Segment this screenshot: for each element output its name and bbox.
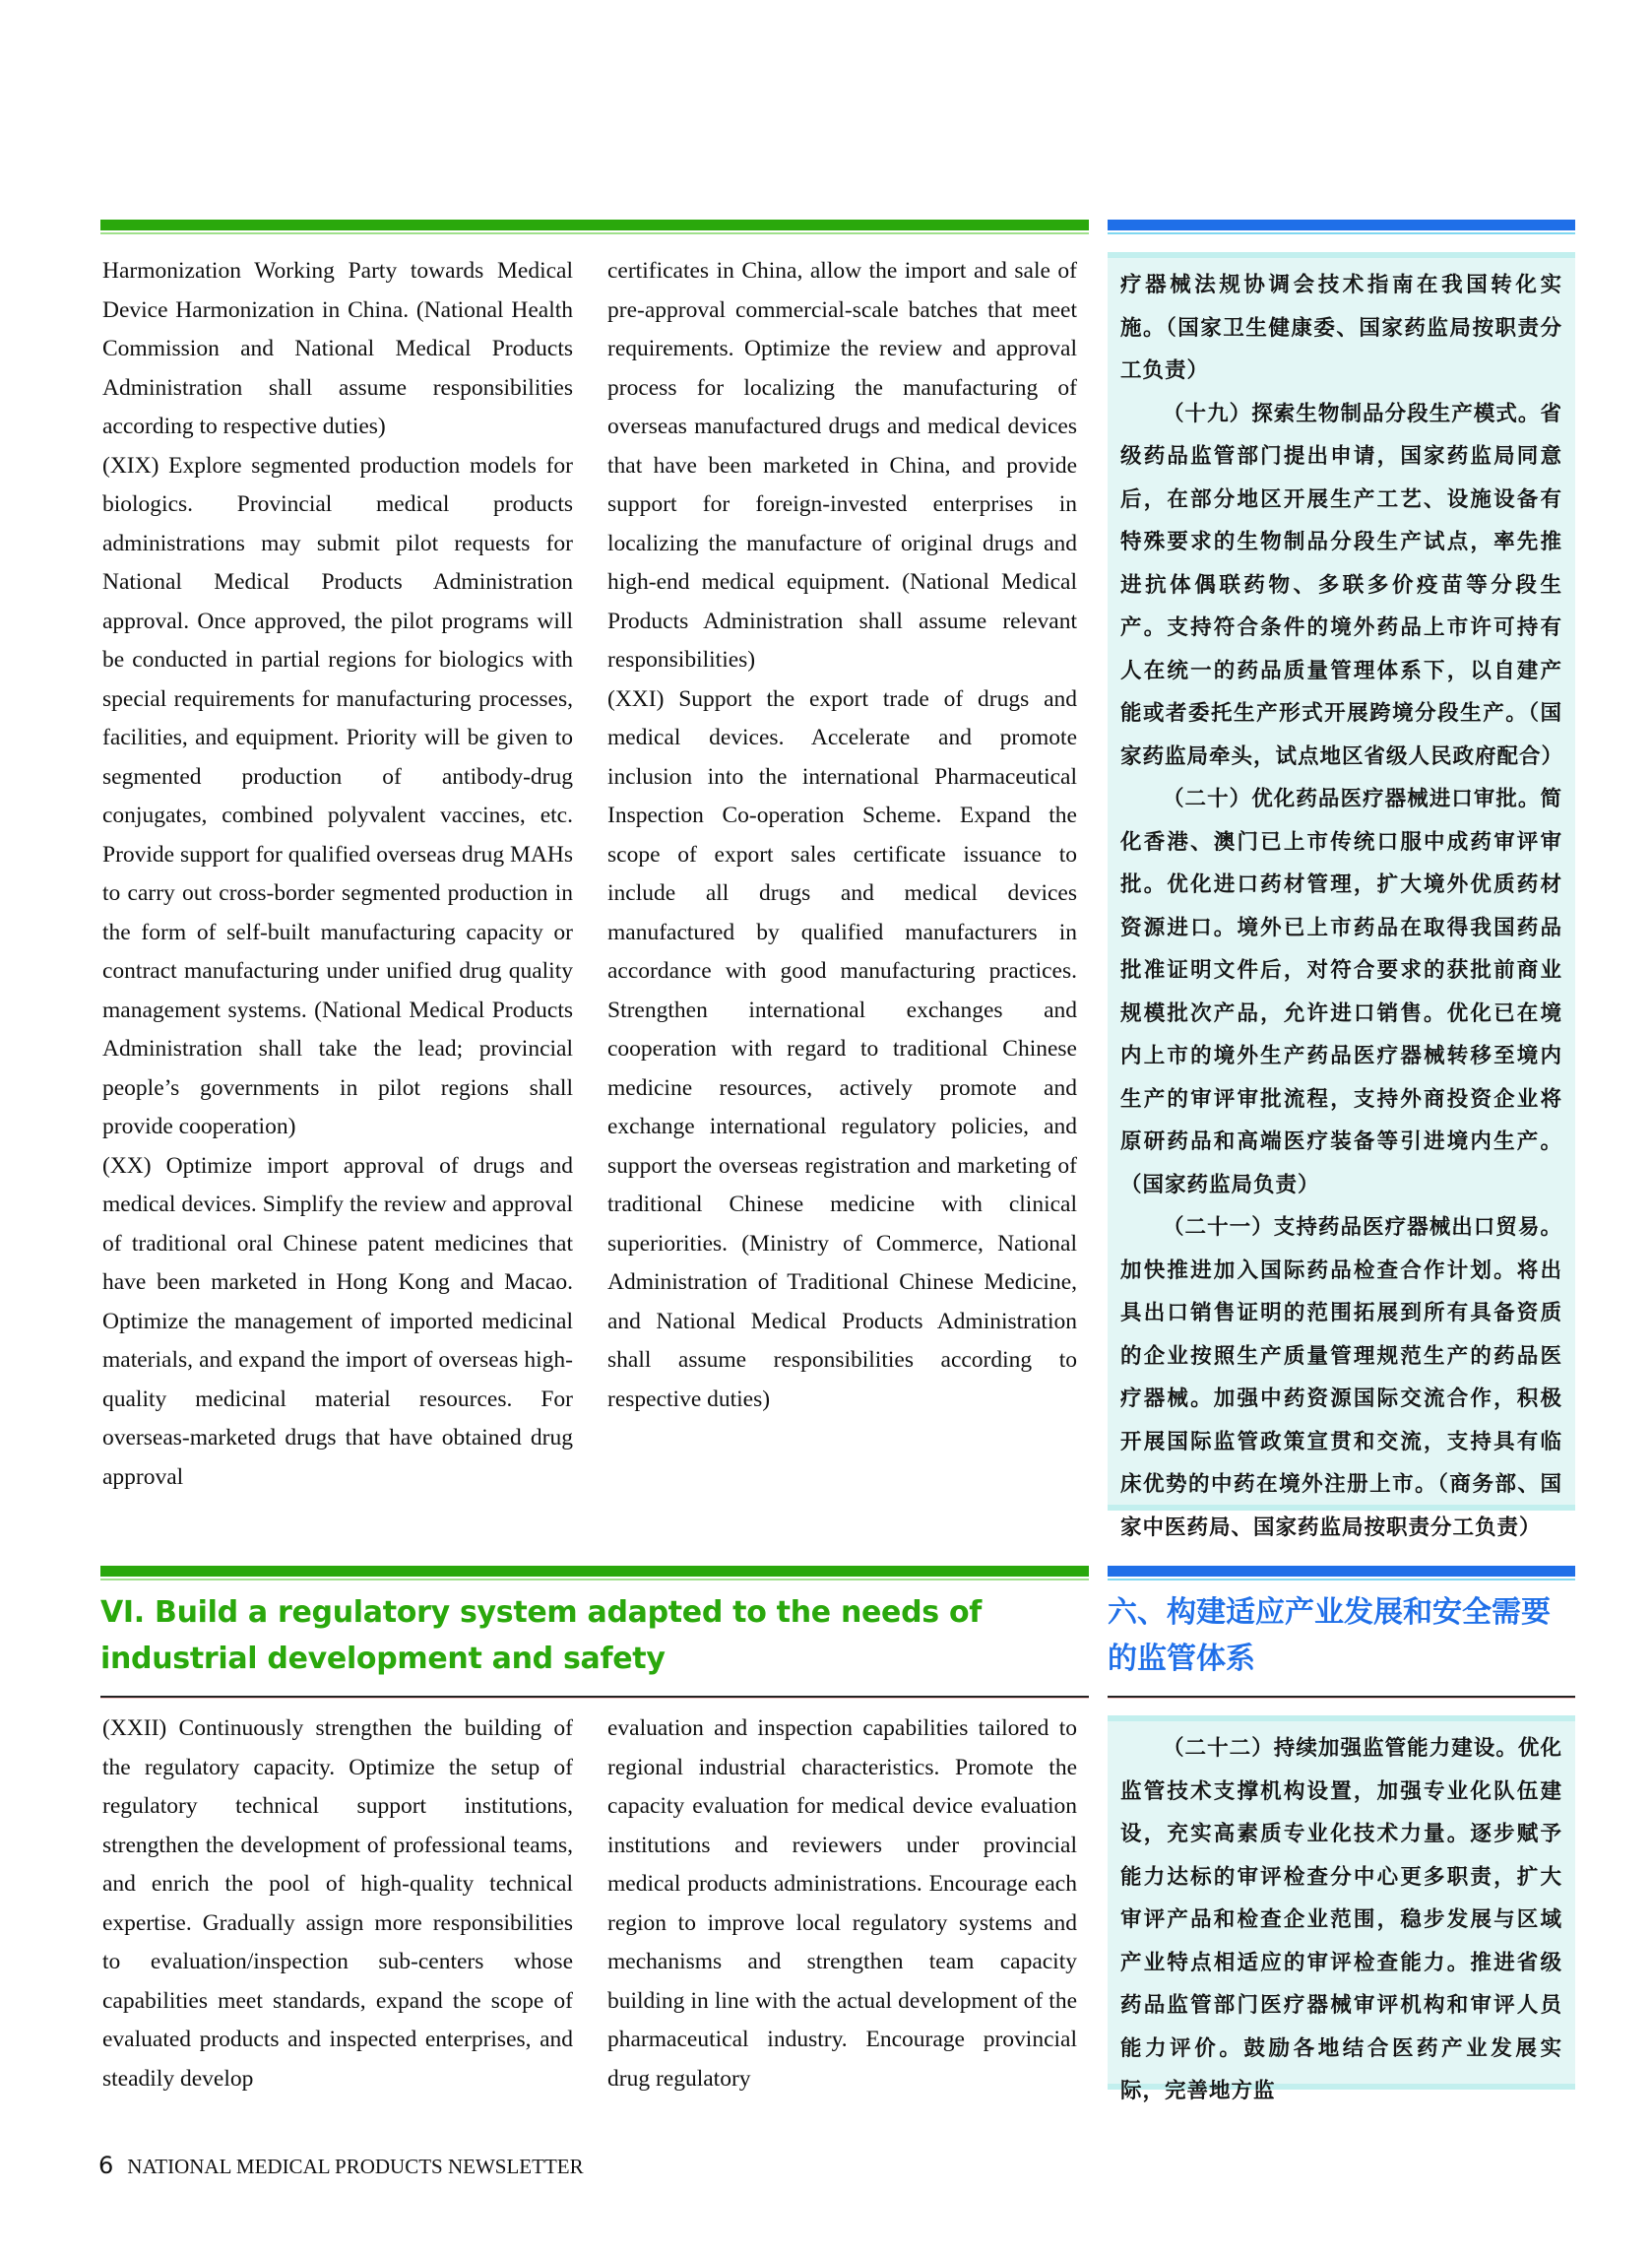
paragraph-xx-continued: certificates in China, allow the import and sale of pre-approval commercial-scale batches that meet requirements. Optimize the review and approval process for localizing the manufacturing of overseas manufactured drugs and medical devices that have been marketed in China, and provide support for foreign-invested enterprises in localizing the manufacture of original drugs and high-end medical equipment. (National Medical Products Administration shall assume relevant responsibilities) (607, 258, 1077, 673)
chinese-paragraph-19: （十九）探索生物制品分段生产模式。省级药品监管部门提出申请，国家药监局同意后，在部分地区开展生产工艺、设施设备有特殊要求的生物制品分段生产试点，率先推进抗体偶联药物、多联多价疫苗等分段生产。支持符合条件的境外药品上市许可持有人在统一的药品质量管理体系下，以自建产能或者委托生产形式开展跨境分段生产。（国家药监局牵头，试点地区省级人民政府配合） (1120, 401, 1564, 769)
section-vi-heading-english: VI. Build a regulatory system adapted to the needs of industrial development and safety (100, 1595, 983, 1676)
heading-rule-english (100, 1696, 1089, 1698)
heading-rule-chinese (1108, 1696, 1575, 1698)
section-vi-column-middle (607, 1709, 1077, 2098)
section-vi-column-left (102, 1709, 573, 2098)
page-footer (98, 2152, 584, 2179)
section-vi-heading-chinese: 六、构建适应产业发展和安全需要的监管体系 (1108, 1595, 1551, 1676)
chinese-paragraph-20: （二十）优化药品医疗器械进口审批。简化香港、澳门已上市传统口服中成药审评审批。优化进口药材管理，扩大境外优质药材资源进口。境外已上市药品在取得我国药品批准证明文件后，对符合要求的获批前商业规模批次产品，允许进口销售。优化已在境内上市的境外生产药品医疗器械转移至境内生产的审评审批流程，支持外商投资企业将原研药品和高端医疗装备等引进境内生产。（国家药监局负责） (1120, 787, 1562, 1197)
english-column-left (102, 252, 573, 1497)
section-vi-chinese-box (1108, 1715, 1575, 2103)
paragraph-xxii: (XXII) Continuously strengthen the building of the regulatory capacity. Optimize the setup of regulatory technical support institutions, strengthen the development of professional teams, and enrich the pool of high-quality technical expertise. Gradually assign more responsibilities to evaluation/inspection sub-centers whose capabilities meet standards, expand the scope of evaluated products and inspected enterprises, and steadily develop (102, 1715, 573, 2092)
page-number: 6 (98, 2152, 114, 2179)
paragraph-xix: (XIX) Explore segmented production models for biologics. Provincial medical products administrations may submit pilot requests for National Medical Products Administration approval. Once approved, the pilot programs will be conducted in partial regions for biologics with special requirements for manufacturing processes, facilities, and equipment. Priority will be given to segmented production of antibody-drug conjugates, combined polyvalent vaccines, etc. Provide support for qualified overseas drug MAHs to carry out cross-border segmented production in the form of self-built manufacturing capacity or contract manufacturing under unified drug quality management systems. (National Medical Products Administration shall take the lead; provincial people’s governments in pilot regions shall provide cooperation) (102, 452, 573, 1139)
section-vi-english-bar (100, 1566, 1089, 1577)
chinese-paragraph-21: （二十一）支持药品医疗器械出口贸易。加快推进加入国际药品检查合作计划。将出具出口销售证明的范围拓展到所有具备资质的企业按照生产质量管理规范生产的药品医疗器械。加强中药资源国际交流合作，积极开展国际监管政策宣贯和交流，支持具有临床优势的中药在境外注册上市。（商务部、国家中医药局、国家药监局按职责分工负责） (1120, 1215, 1562, 1540)
paragraph-xxii-continued: evaluation and inspection capabilities tailored to regional industrial characteristics. Promote the capacity evaluation for medical device evaluation institutions and reviewers under provincial medical products administrations. Encourage each region to improve local regulatory systems and mechanisms and strengthen team capacity building in line with the actual development of the pharmaceutical industry. Encourage provincial drug regulatory (607, 1715, 1077, 2092)
paragraph-xxi: (XXI) Support the export trade of drugs and medical devices. Accelerate and promote inclusion into the international Pharmaceutical Inspection Co-operation Scheme. Expand the scope of export sales certificate issuance to include all drugs and medical devices manufactured by qualified manufacturers in accordance with good manufacturing practices. Strengthen international exchanges and cooperation with regard to traditional Chinese medicine resources, actively promote and exchange international regulatory policies, and support the overseas registration and marketing of traditional Chinese medicine with clinical superiorities. (Ministry of Commerce, National Administration of Traditional Chinese Medicine, and National Medical Products Administration shall assume responsibilities according to respective duties) (607, 685, 1077, 1412)
publication-title: NATIONAL MEDICAL PRODUCTS NEWSLETTER (127, 2155, 584, 2178)
chinese-paragraph-22: （二十二）持续加强监管能力建设。优化监管技术支撑机构设置，加强专业化队伍建设，充实高素质专业化技术力量。逐步赋予能力达标的审评检查分中心更多职责，扩大审评产品和检查企业范围，稳步发展与区域产业特点相适应的审评检查能力。推进省级药品监管部门医疗器械审评机构和审评人员能力评价。鼓励各地结合医药产业发展实际，完善地方监 (1120, 1736, 1562, 2103)
chinese-paragraph-harmonization-end: 疗器械法规协调会技术指南在我国转化实施。（国家卫生健康委、国家药监局按职责分工负责） (1120, 273, 1562, 383)
chinese-text-box (1108, 252, 1575, 1540)
section-vi-chinese-bar (1108, 1566, 1575, 1577)
paragraph-xx: (XX) Optimize import approval of drugs and medical devices. Simplify the review and approval of traditional oral Chinese patent medicines that have been marketed in Hong Kong and Macao. Optimize the management of imported medicinal materials, and expand the import of overseas high-quality medicinal material resources. For overseas-marketed drugs that have obtained drug approval (102, 1152, 573, 1490)
paragraph-harmonization-end: Harmonization Working Party towards Medical Device Harmonization in China. (National Health Commission and National Medical Products Administration shall assume responsibilities according to respective duties) (102, 258, 573, 439)
english-section-bar (100, 220, 1089, 230)
english-column-middle (607, 252, 1077, 1419)
chinese-section-bar (1108, 220, 1575, 230)
